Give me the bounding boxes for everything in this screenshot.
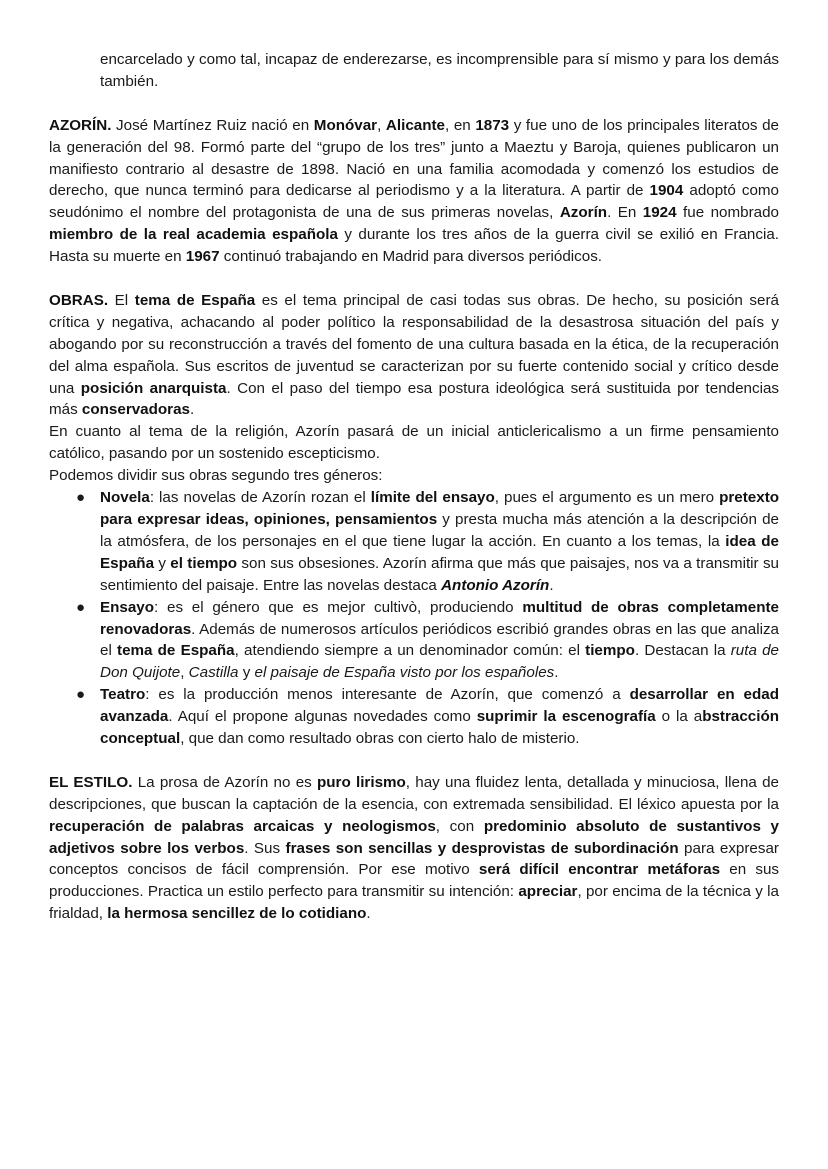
genre-text: , pues el argumento es un mero — [494, 489, 720, 507]
estilo-bold: la hermosa sencillez de lo cotidiano — [107, 905, 367, 923]
obras-bold: conservadoras — [81, 401, 190, 419]
genre-text: o la a — [655, 708, 703, 726]
genre-text: . Destacan la — [634, 642, 731, 660]
bio-text: José Martínez Ruiz nació en — [111, 116, 314, 134]
genre-text: . Además de numerosos artículos periódicos escribió grandes obras en las que analiza el — [100, 620, 779, 660]
estilo-text: . Sus — [244, 839, 286, 857]
bio-bold: Azorín — [559, 204, 608, 222]
genre-bold: idea de España — [100, 532, 779, 572]
religion-paragraph: En cuanto al tema de la religión, Azorín pasará de un inicial anticlericalismo a un firme pensamiento católico, pasando por un sostenido escepticismo. — [49, 423, 779, 463]
bio-bold: 1904 — [649, 182, 684, 200]
estilo-bold: puro lirismo — [317, 773, 406, 791]
estilo-text: , con — [435, 817, 484, 835]
obras-bold: posición anarquista — [80, 379, 227, 397]
estilo-text: para expresar conceptos concisos de fácil comprensión. Por ese motivo — [49, 839, 779, 879]
genre-bold: el tiempo — [170, 554, 238, 572]
paragraph-gap — [49, 268, 779, 290]
obras-bold: tema de España — [134, 291, 256, 309]
genre-bold: pretexto para expresar ideas, opiniones, pensamientos — [100, 489, 780, 528]
estilo-bold: apreciar — [518, 883, 578, 901]
genre-bold: multitud de obras completamente renovadoras — [100, 598, 779, 638]
list-item-novela — [49, 487, 779, 597]
estilo-bold: será difícil encontrar metáforas — [478, 861, 721, 879]
bio-text: , en — [445, 116, 476, 134]
work-title: ruta de Don Quijote — [100, 642, 779, 682]
bio-bold: Monóvar — [313, 116, 378, 134]
obras-text: . — [189, 401, 195, 419]
genre-text: y — [238, 664, 255, 682]
obras-text: . Con el paso del tiempo esa postura ideológica será sustituida por tendencias más — [49, 379, 780, 419]
bio-bold: 1924 — [642, 204, 677, 222]
obras-paragraph — [49, 290, 779, 421]
list-item-teatro — [49, 684, 779, 750]
bio-bold: 1873 — [475, 116, 510, 134]
genre-text: . — [549, 576, 554, 594]
genre-text: . — [554, 664, 559, 682]
bio-bold: miembro de la real academia española — [49, 226, 338, 244]
estilo-text: , por encima de la técnica y la frialdad, — [49, 883, 780, 923]
bio-text: . En — [607, 204, 643, 222]
work-title: el paisaje de España visto por los españoles — [254, 664, 555, 682]
genre-text: y — [154, 554, 171, 572]
genre-bold: desarrollar en edad avanzada — [100, 686, 780, 726]
estilo-bold: recuperación de palabras arcaicas y neologismos — [49, 817, 436, 835]
genre-bold: tema de España — [117, 642, 235, 660]
genre-bold: tiempo — [585, 642, 635, 660]
estilo-paragraph — [49, 772, 779, 925]
obras-heading: OBRAS. — [49, 291, 109, 309]
obras-text: es el tema principal de casi todas sus obras. De hecho, su posición será crítica y negativa, achacando al poder político la responsabilidad de la desastrosa situación del país y abogando por su reconstrucción a través del fomento de una cultura basada en la ética, de la recuperación del alma española. Sus escritos de juventud se caracterizan por su fuerte contenido social y crítico desde una — [49, 291, 779, 397]
bullet-icon: ● — [76, 686, 86, 704]
genre-label: Ensayo — [100, 598, 155, 616]
work-title: Castilla — [188, 664, 239, 682]
genre-text: : es la producción menos interesante de Azorín, que comenzó a — [145, 686, 630, 704]
genre-text: , que dan como resultado obras con cierto halo de misterio. — [180, 730, 580, 748]
estilo-text: La prosa de Azorín no es — [132, 773, 317, 791]
estilo-bold: frases son sencillas y desprovistas de subordinación — [285, 839, 679, 857]
list-item-ensayo — [49, 597, 779, 685]
bio-text: , — [377, 116, 386, 134]
genre-text: . Aquí el propone algunas novedades como — [168, 708, 477, 726]
genre-text: : las novelas de Azorín rozan el — [149, 489, 371, 507]
genre-label: Teatro — [100, 686, 146, 704]
bullet-icon: ● — [76, 489, 86, 507]
obras-text: El — [108, 291, 135, 309]
genre-label: Novela — [100, 489, 150, 507]
bio-bold: Alicante — [385, 116, 446, 134]
estilo-text: en sus producciones. Practica un estilo perfecto para transmitir su intención: — [49, 861, 779, 901]
genre-text: son sus obsesiones. Azorín afirma que más que paisajes, nos va a transmitir su sentimiento del paisaje. Entre las novelas destaca — [100, 554, 779, 594]
genres-list — [49, 487, 779, 750]
azorin-biography-paragraph — [49, 115, 779, 268]
bio-bold: 1967 — [185, 248, 220, 266]
novel-title: Antonio Azorín — [441, 576, 550, 594]
estilo-bold: predominio absoluto de sustantivos y adjetivos sobre los verbos — [49, 817, 779, 857]
genre-text: , atendiendo siempre a un denominador común: el — [234, 642, 586, 660]
genres-intro: Podemos dividir sus obras segundo tres géneros: — [49, 467, 383, 485]
paragraph-gap — [49, 93, 779, 115]
bio-text: y durante los tres años de la guerra civil se exilió en Francia. Hasta su muerte en — [49, 226, 779, 266]
bio-text: fue nombrado — [676, 204, 779, 222]
document-page — [49, 49, 779, 925]
continuation-paragraph: encarcelado y como tal, incapaz de enderezarse, es incomprensible para sí mismo y para los demás también. — [100, 51, 779, 90]
azorin-heading: AZORÍN. — [49, 116, 112, 134]
genre-text: : es el género que es mejor cultivò, produciendo — [154, 598, 523, 616]
bio-text: continuó trabajando en Madrid para diversos periódicos. — [219, 248, 603, 266]
genre-bold: límite del ensayo — [370, 489, 495, 507]
genre-text: y presta mucha más atención a la descripción de la atmósfera, de los personajes en el que tiene lugar la acción. En cuanto a los temas, la — [100, 511, 779, 550]
estilo-heading: EL ESTILO. — [49, 773, 133, 791]
estilo-text: . — [366, 905, 371, 923]
estilo-text: , hay una fluidez lenta, detallada y minuciosa, llena de descripciones, que buscan la captación de la esencia, con extremada sensibilidad. El léxico apuesta por la — [49, 773, 779, 813]
genre-text: , — [180, 664, 189, 682]
bio-text: adoptó como seudónimo el nombre del protagonista de una de sus primeras novelas, — [49, 182, 779, 222]
genre-bold: suprimir la escenografía — [476, 708, 656, 726]
bullet-icon: ● — [76, 598, 86, 616]
paragraph-gap — [49, 750, 779, 772]
bio-text: y fue uno de los principales literatos de la generación del 98. Formó parte del “grupo de los tres” junto a Maeztu y Baroja, quienes publicaron un manifiesto contrario al desastre de 1898. Nació en una familia acomodada y comenzó los estudios de derecho, que nunca terminó para dedicarse al periodismo y a la literatura. A partir de — [49, 116, 779, 200]
genre-bold: bstracción conceptual — [100, 708, 779, 748]
